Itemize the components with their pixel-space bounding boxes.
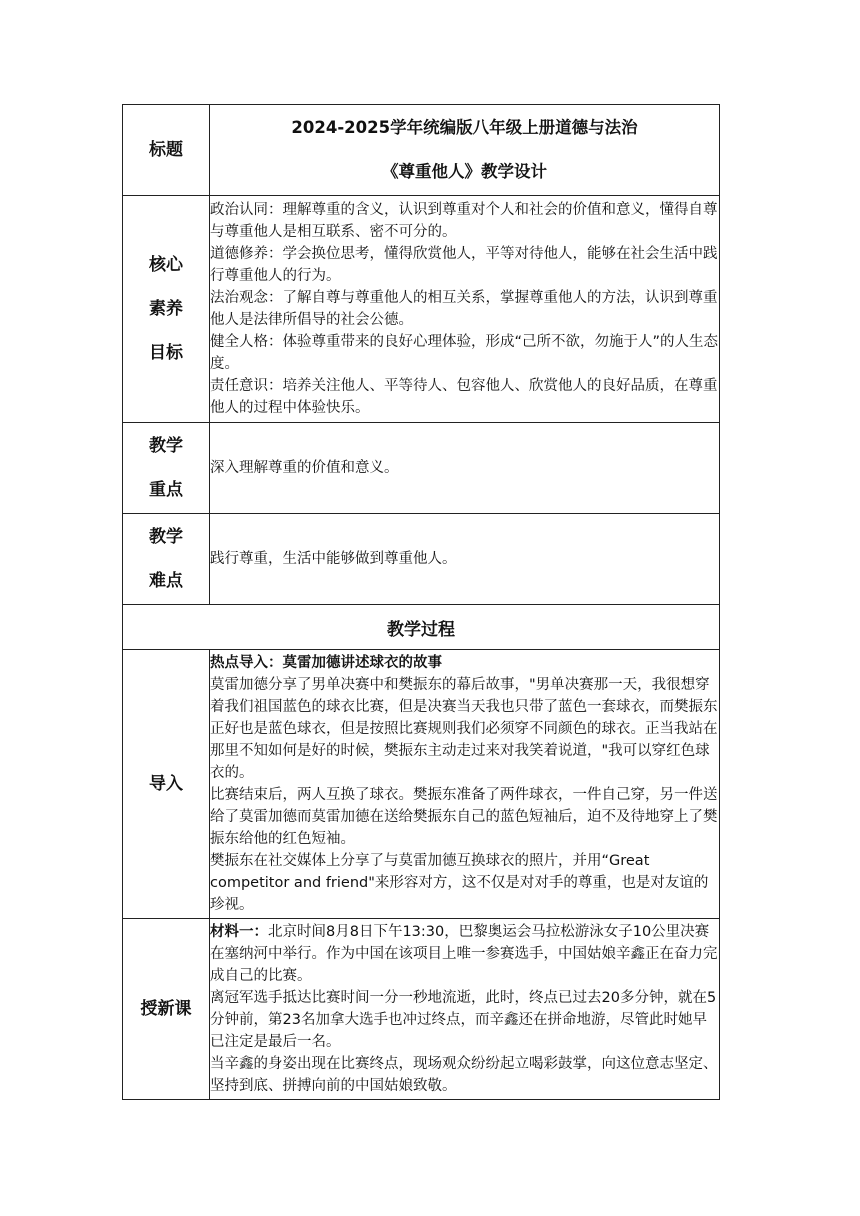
material-one-text: 北京时间8月8日下午13:30，巴黎奥运会马拉松游泳女子10公里决赛在塞纳河中举行。作为中国在该项目上唯一参赛选手，中国姑娘辛鑫正在奋力完成自己的比赛。 — [210, 924, 718, 984]
objectives-content — [210, 196, 720, 423]
key-point-label — [123, 423, 210, 514]
new-lesson-label: 授新课 — [123, 919, 210, 1100]
difficulty-label-line: 难点 — [149, 571, 183, 591]
intro-paragraph: 莫雷加德分享了男单决赛中和樊振东的幕后故事，"男单决赛那一天，我很想穿着我们祖国蓝色的球衣比赛，但是决赛当天我也只带了蓝色一套球衣，而樊振东正好也是蓝色球衣，但是按照比赛规则我们必须穿不同颜色的球衣。正当我站在那里不知如何是好的时候，樊振东主动走过来对我笑着说道，"我可以穿红色球衣的。 — [210, 677, 718, 781]
lesson-design-table — [122, 104, 720, 1100]
intro-content — [210, 650, 720, 919]
difficulty-label — [123, 514, 210, 605]
intro-label: 导入 — [123, 650, 210, 919]
objectives-label — [123, 196, 210, 423]
title-line-1: 2024-2025学年统编版八年级上册道德与法治 — [291, 118, 638, 137]
objective-responsibility: 责任意识：培养关注他人、平等待人、包容他人、欣赏他人的良好品质，在尊重他人的过程中体验快乐。 — [210, 378, 718, 416]
difficulty-row — [123, 514, 720, 605]
key-point-label-line: 教学 — [149, 436, 183, 456]
new-lesson-paragraph: 当辛鑫的身姿出现在比赛终点，现场观众纷纷起立喝彩鼓掌，向这位意志坚定、坚持到底、拼搏向前的中国姑娘致敬。 — [210, 1056, 718, 1094]
new-lesson-row — [123, 919, 720, 1100]
objectives-label-line: 素养 — [149, 299, 183, 319]
process-row — [123, 605, 720, 650]
objective-personality: 健全人格：体验尊重带来的良好心理体验，形成“己所不欲，勿施于人”的人生态度。 — [210, 334, 719, 372]
title-row — [123, 105, 720, 196]
intro-row — [123, 650, 720, 919]
objectives-row — [123, 196, 720, 423]
difficulty-label-line: 教学 — [149, 527, 183, 547]
process-heading: 教学过程 — [123, 605, 720, 650]
key-point-text: 深入理解尊重的价值和意义。 — [210, 423, 720, 514]
objective-moral: 道德修养：学会换位思考，懂得欣赏他人，平等对待他人，能够在社会生活中践行尊重他人的行为。 — [210, 246, 718, 284]
intro-paragraph: 樊振东在社交媒体上分享了与莫雷加德互换球衣的照片，并用“Great competitor and friend"来形容对方，这不仅是对对手的尊重，也是对友谊的珍视。 — [210, 853, 709, 913]
document-title — [210, 105, 720, 196]
key-point-label-line: 重点 — [149, 480, 183, 500]
objective-law: 法治观念：了解自尊与尊重他人的相互关系，掌握尊重他人的方法，认识到尊重他人是法律所倡导的社会公德。 — [210, 290, 718, 328]
intro-heading: 热点导入：莫雷加德讲述球衣的故事 — [210, 655, 442, 671]
material-one-paragraph — [210, 921, 719, 987]
title-label: 标题 — [123, 105, 210, 196]
difficulty-text: 践行尊重，生活中能够做到尊重他人。 — [210, 514, 720, 605]
objectives-label-line: 目标 — [149, 343, 183, 363]
title-line-2: 《尊重他人》教学设计 — [382, 162, 547, 181]
new-lesson-paragraph: 离冠军选手抵达比赛时间一分一秒地流逝，此时，终点已过去20多分钟，就在5分钟前，第23名加拿大选手也冲过终点，而辛鑫还在拼命地游，尽管此时她早已注定是最后一名。 — [210, 990, 717, 1050]
key-point-row — [123, 423, 720, 514]
intro-paragraph: 比赛结束后，两人互换了球衣。樊振东准备了两件球衣，一件自己穿，另一件送给了莫雷加德而莫雷加德在送给樊振东自己的蓝色短袖后，迫不及待地穿上了樊振东给他的红色短袖。 — [210, 787, 718, 847]
material-one-label: 材料一： — [210, 924, 268, 940]
objective-political: 政治认同：理解尊重的含义，认识到尊重对个人和社会的价值和意义，懂得自尊与尊重他人是相互联系、密不可分的。 — [210, 202, 718, 240]
new-lesson-content — [210, 919, 720, 1100]
objectives-label-line: 核心 — [149, 255, 183, 275]
